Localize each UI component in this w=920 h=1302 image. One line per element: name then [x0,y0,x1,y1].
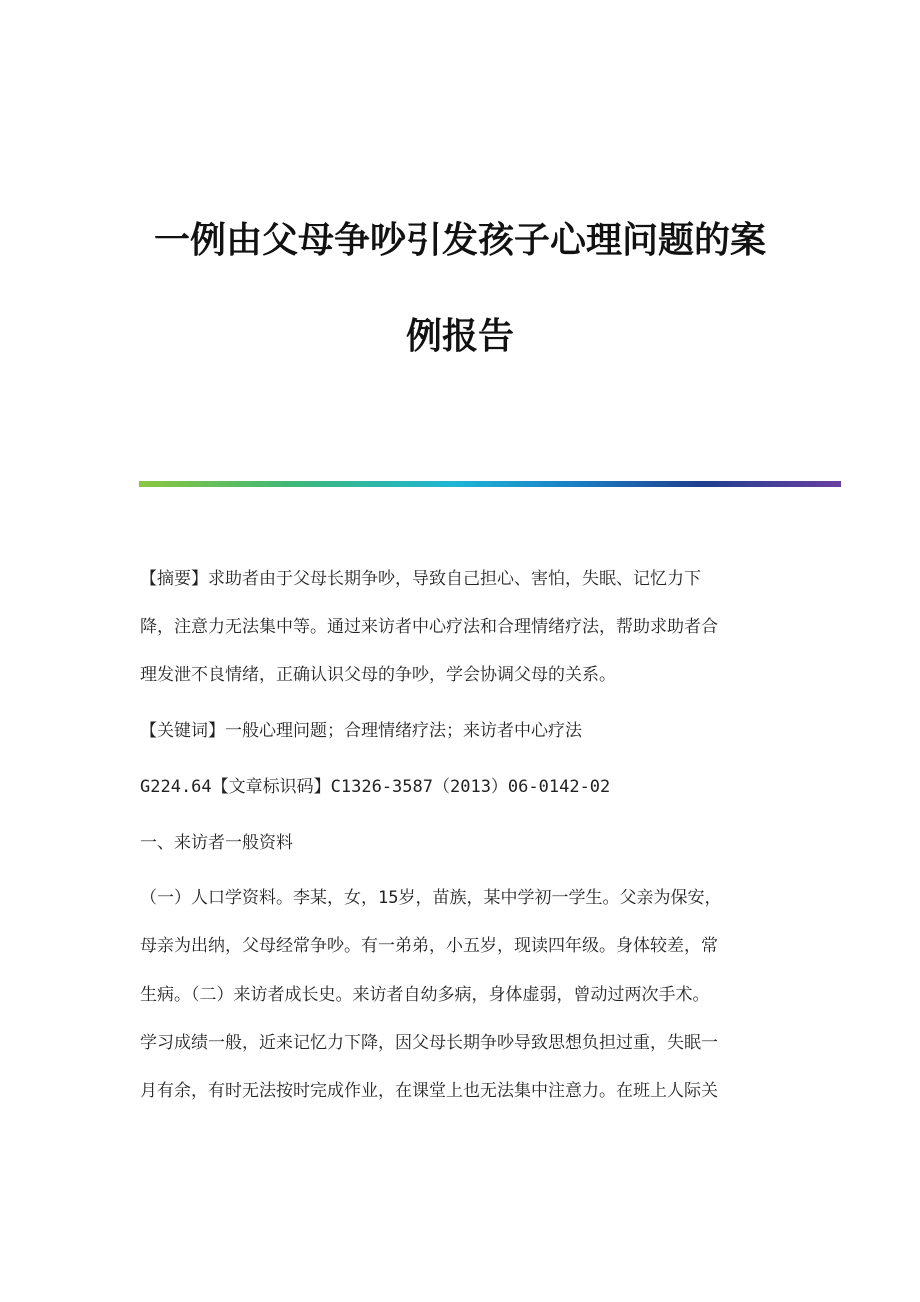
paragraph-line: 生病。（二）来访者成长史。来访者自幼多病，身体虚弱，曾动过两次手术。 [140,985,710,1005]
paragraph-line: （一）人口学资料。李某，女，15岁，苗族，某中学初一学生。父亲为保安， [140,888,722,908]
abstract-line-1: 【摘要】求助者由于父母长期争吵，导致自己担心、害怕，失眠、记忆力下 [140,569,701,589]
gradient-divider [139,481,841,487]
section-heading: 一、来访者一般资料 [140,833,293,853]
keywords-line: 【关键词】一般心理问题；合理情绪疗法；来访者中心疗法 [140,721,582,741]
abstract-line-3: 理发泄不良情绪，正确认识父母的争吵，学会协调父母的关系。 [140,665,616,685]
document-title-line-1: 一例由父母争吵引发孩子心理问题的案 [153,219,766,261]
abstract-line-2: 降，注意力无法集中等。通过来访者中心疗法和合理情绪疗法，帮助求助者合 [140,617,718,637]
paragraph-line: 学习成绩一般，近来记忆力下降，因父母长期争吵导致思想负担过重，失眠一 [140,1033,718,1053]
classification-line: G224.64【文章标识码】C1326-3587（2013）06-0142-02 [140,777,611,797]
paragraph-line: 月有余，有时无法按时完成作业，在课堂上也无法集中注意力。在班上人际关 [140,1081,718,1101]
paragraph-line: 母亲为出纳，父母经常争吵。有一弟弟，小五岁，现读四年级。身体较差，常 [140,936,718,956]
document-title-line-2: 例报告 [405,315,514,357]
